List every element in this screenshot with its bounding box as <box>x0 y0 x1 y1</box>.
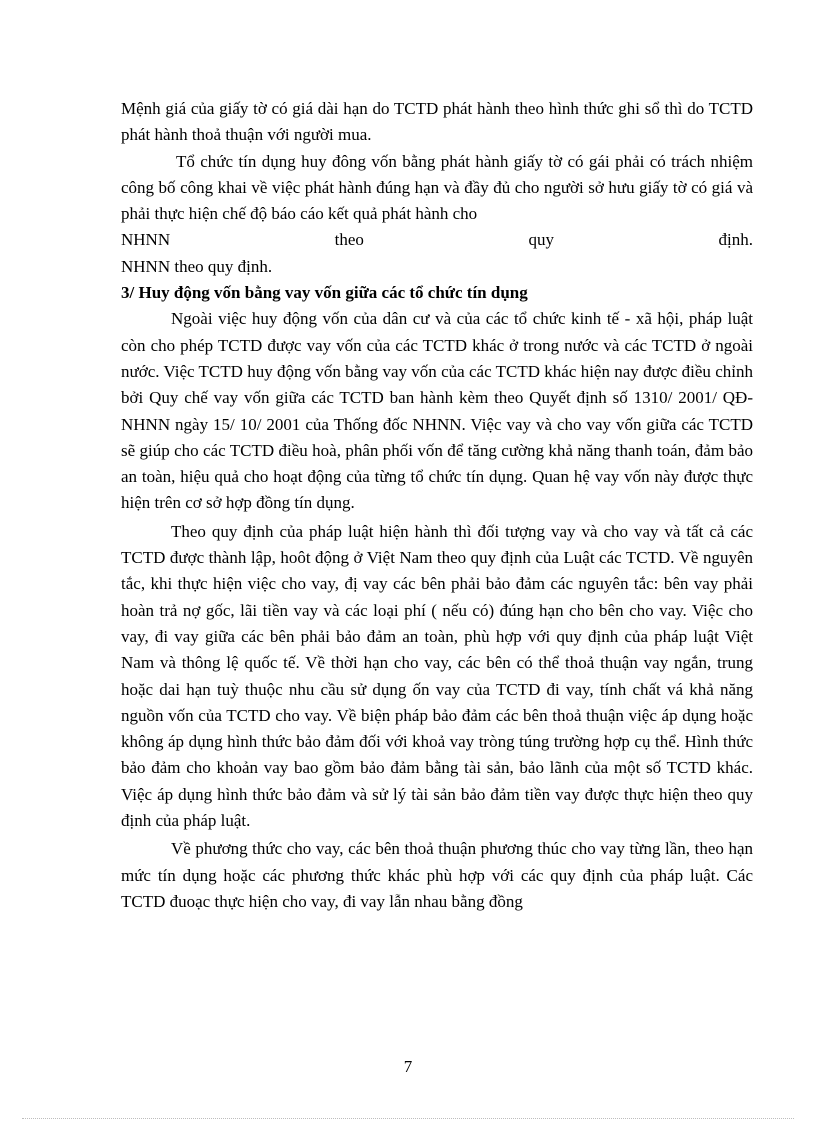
document-body <box>121 96 753 915</box>
spread-text-line <box>121 227 753 253</box>
spread-word: quy <box>528 230 554 250</box>
page-number: 7 <box>403 1057 413 1076</box>
repeated-line: NHNN theo quy định. <box>121 256 273 276</box>
spread-word: theo <box>334 230 364 250</box>
spread-word: NHNN <box>121 230 171 250</box>
section-heading: 3/ Huy động vốn bằng vay vốn giữa các tổ chức tín dụng <box>121 283 528 303</box>
paragraph-interbank-borrowing: Ngoài việc huy động vốn của dân cư và của các tổ chức kinh tế - xã hội, pháp luật còn cho phép TCTD được vay vốn của các TCTD khác ở trong nước và các TCTD ở ngoài nước. Việc TCTD huy động vốn bằng vay vốn của các TCTD khác hiện nay được điều chỉnh bởi Quy chế vay vốn giữa các TCTD ban hành kèm theo Quyết định số 1310/ 2001/ QĐ-NHNN ngày 15/ 10/ 2001 của Thống đốc NHNN. Việc vay và cho vay vốn giữa các TCTD sẽ giúp cho các TCTD điều hoà, phân phối vốn để tăng cường khả năng thanh toán, đảm bảo an toàn, hiệu quả cho hoạt động của từng tổ chức tín dụng. Quan hệ vay vốn này được thực hiện trên cơ sở hợp đồng tín dụng. <box>121 309 753 513</box>
paragraph-face-value: Mệnh giá của giấy tờ có giá dài hạn do TCTD phát hành theo hình thức ghi sổ thì do TCTD phát hành thoả thuận với người mua. <box>121 99 753 145</box>
paragraph-lending-method: Về phương thức cho vay, các bên thoả thuận phương thúc cho vay từng lần, theo hạn mức tín dụng hoặc các phương thức khác phù hợp với các quy định của pháp luật. Các TCTD đuoạc thực hiện cho vay, đi vay lẫn nhau bằng đồng <box>121 839 753 911</box>
spread-word: định. <box>718 230 753 250</box>
paragraph-issuance-duty: Tổ chức tín dụng huy đông vốn bằng phát hành giấy tờ có gái phải có trách nhiệm công bố công khai về việc phát hành đúng hạn và đầy đủ cho người sở hưu giấy tờ có giá và phải thực hiện chế độ báo cáo kết quả phát hành cho <box>121 151 753 224</box>
paragraph-legal-rules: Theo quy định của pháp luật hiện hành thì đối tượng vay và cho vay và tất cả các TCTD được thành lập, hoôt động ở Việt Nam theo quy định của Luật các TCTD. Về nguyên tắc, khi thực hiện việc cho vay, đị vay các bên phải bảo đảm các nguyên tắc: bên vay phải hoàn trả nợ gốc, lãi tiền vay và các loại phí ( nếu có) đúng hạn cho bên cho vay. Việc cho vay, đi vay giữa các bên phải bảo đảm an toàn, phù hợp với quy định của pháp luật Việt Nam và thông lệ quốc tế. Về thời hạn cho vay, các bên có thể thoả thuận vay ngắn, trung hoặc dai hạn tuỳ thuộc nhu cầu sử dụng ốn vay của TCTD đi vay, tính chất vá khả năng nguồn vốn của TCTD cho vay. Về biện pháp bảo đảm các bên thoả thuận việc áp dụng hoặc không áp dụng hình thức bảo đảm đối với khoả vay tròng túng trường hợp cụ thể. Hình thức bảo đảm cho khoản vay bao gồm bảo đảm bằng tài sản, bảo lãnh của một số TCTD khác. Việc áp dụng hình thức bảo đảm và sử lý tài sản bảo đảm tiền vay được thực hiện theo quy định của pháp luật. <box>121 521 753 831</box>
page-bottom-border <box>22 1118 794 1119</box>
